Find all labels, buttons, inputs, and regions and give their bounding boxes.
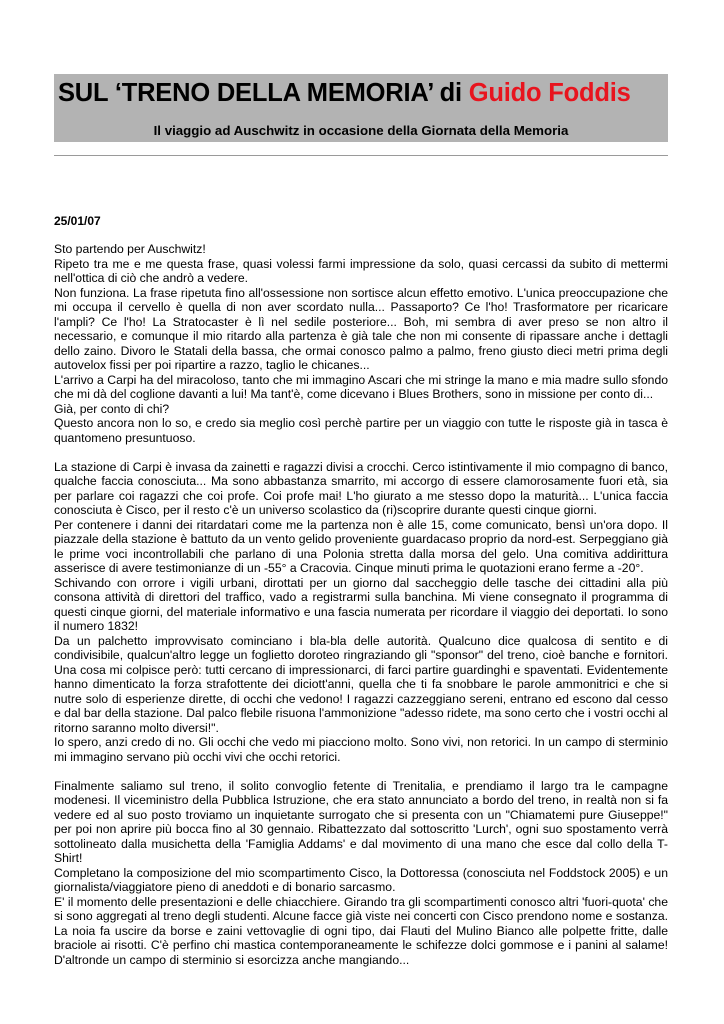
title-author: Guido Foddis xyxy=(468,79,631,107)
article-line: autovelox fissi per poi ripartire a razzo, taglio le chicanes... xyxy=(54,358,370,372)
header-divider xyxy=(54,155,668,156)
article-line: Io spero, anzi credo di no. Gli occhi che vedo mi piacciono molto. Sono vivi, non retorici. In un campo di sterminio xyxy=(54,735,668,749)
article-line: Già, per conto di chi? xyxy=(54,401,170,416)
page-title xyxy=(58,77,631,109)
article-line: Schivando con orrore i vigili urbani, dirottati per un giorno dal saccheggio delle tasche dei cittadini alla più xyxy=(54,575,668,590)
article-line: Sto partendo per Auschwitz! xyxy=(54,242,206,256)
article-line: Finalmente saliamo sul treno, il solito convoglio fetente di Trenitalia, e prendiamo il largo tra le campagne xyxy=(54,778,668,793)
article-line: nutre solo di esperienze dirette, di occhi che vedono! I ragazzi cazzeggiano sereni, entrano ed escono dal cesso xyxy=(54,691,668,706)
header-banner xyxy=(54,74,668,142)
article-line: Questo ancora non lo so, e credo sia meglio così perchè partire per un viaggio con tutte le risposte già in tasca è xyxy=(54,416,668,430)
article-line: Una cosa mi colpisce però: tutti cercano di impressionarci, di farci partire guardinghi e spaventati. Evidentemente xyxy=(54,662,668,677)
article-line: le prime voci incontrollabili che parlano di una Polonia stretta dalla morsa del gelo. Una comitiva addirittura xyxy=(54,546,668,561)
article-line: braciole ai risotti. C'è perfino chi mastica contemporaneamente le schifezze dolci gommose e i panini al salame! xyxy=(54,938,668,952)
article-line: La noia fa uscire da borse e zaini vettovaglie di ogni tipo, dai Flauti del Mulino Bianco alle polpette fritte, dalle xyxy=(54,923,668,938)
article-line: vedere ed al suo posto troviamo un inquietante surrogato che si presenta con un "Chiamatemi pure Giuseppe!" xyxy=(54,807,668,822)
article-line: nell'ottica di ciò che andrò a vedere. xyxy=(54,271,249,285)
article-line: conosciuta è Cisco, per il resto c'è un universo scolastico da (ri)scoprire durante questi cinque giorni. xyxy=(54,503,597,517)
article-line: mi occupa il cervello è quella di non aver scordato nulla... Passaporto? Ce l'ho! Trasformatore per ricaricare xyxy=(54,300,668,314)
article-line: La stazione di Carpi è invasa da zainetti e ragazzi divisi a crocchi. Cerco istintivamente il mio compagno di banco, xyxy=(54,459,668,474)
article-line: consona attività di direttori del traffico, vado a registrarmi sulla banchina. Mi viene consegnato il programma di xyxy=(54,590,668,604)
article-line: D'altronde un campo di sterminio si esorcizza anche mangiando... xyxy=(54,952,410,967)
article-line: hanno dimenticato la forza strafottente dei diciott'anni, quella che ti fa snobbare le parole ammonitrici e che si xyxy=(54,677,668,691)
article-line: piazzale della stazione è battuto da un vento gelido proveniente guardacaso proprio da nord-est. Serpeggiano già xyxy=(54,532,668,546)
article-line: giornalista/viaggiatore pieno di aneddoti e di bonario sarcasmo. xyxy=(54,880,396,894)
article-line: necessario, e comunque il mio ritardo alla partenza è già tale che non mi consente di ripassare anche i dettagli xyxy=(54,329,668,343)
article-line: si sono aggregati al treno degli studenti. Alcune facce già viste nei concerti con Cisco prendono nome e sostanza. xyxy=(54,909,668,923)
article-line: Ripeto tra me e me questa frase, quasi volessi farmi impressione da solo, quasi cercassi da subito di mettermi xyxy=(54,256,668,271)
article-line: Da un palchetto improvvisato cominciano i bla-bla delle autorità. Qualcuno dice qualcosa di sentito e di xyxy=(54,633,668,648)
article-line: condivisibile, qualcun'altro legge un foglietto doroteo ringraziando gli "sponsor" del treno, cioè banche e fornitori. xyxy=(54,648,668,662)
article-line: modenesi. Il viceministro della Pubblica Istruzione, che era stato annunciato a bordo del treno, in realtà non si fa xyxy=(54,793,668,807)
article-paragraph xyxy=(54,460,668,765)
article-line: L'arrivo a Carpi ha del miracoloso, tanto che mi immagino Ascari che mi stringe la mano e mia madre sullo sfondo xyxy=(54,372,668,387)
page-subtitle: Il viaggio ad Auschwitz in occasione della Giornata della Memoria xyxy=(153,123,569,138)
article-line: Shirt! xyxy=(54,851,83,865)
article-body xyxy=(54,242,668,982)
article-line: Completano la composizione del mio scompartimento Cisco, la Dottoressa (conosciuta nel Foddstock 2005) e un xyxy=(54,865,668,880)
article-paragraph xyxy=(54,779,668,968)
article-line: Non funziona. La frase ripetuta fino all'ossessione non sortisce alcun effetto emotivo. L'unica preoccupazione che xyxy=(54,285,668,300)
article-date: 25/01/07 xyxy=(54,214,101,228)
article-line: asserisce di avere testimonianze di un -55° a Cracovia. Cinque minuti prima le quotazioni erano ferme a -20°. xyxy=(54,561,644,575)
article-line: che mi dà del coglione davanti a lui! Ma tant'è, come dicevano i Blues Brothers, sono in missione per conto di... xyxy=(54,387,654,401)
article-line: E' il momento delle presentazioni e delle chiacchiere. Girando tra gli scompartimenti conosco altri 'fuori-quota' che xyxy=(54,894,668,909)
article-line: quantomeno presuntuoso. xyxy=(54,430,196,445)
article-line: dello zaino. Divoro le Statali della bassa, che ormai conosco palmo a palmo, freno giusto dieci metri prima degli xyxy=(54,343,668,358)
article-line: ritorno saranno molto diversi!". xyxy=(54,720,219,735)
article-line: mi immagino servano più occhi vivi che occhi retorici. xyxy=(54,749,341,764)
article-line: il numero 1832! xyxy=(54,619,139,633)
article-line: Per contenere i danni dei ritardatari come me la partenza non è alle 15, come comunicato, bensì un'ora dopo. Il xyxy=(54,517,668,532)
article-line: questi cinque giorni, del materiale informativo e una fascia numerata per ricordare il viaggio dei deportati. Io sono xyxy=(54,604,668,619)
article-paragraph xyxy=(54,242,668,445)
article-line: e dal bar della stazione. Dal palco flebile risuona l'ammonizione "adesso ridete, ma sono certo che i vostri occhi al xyxy=(54,706,668,720)
article-line: sottolineato dalla musichetta della 'Famiglia Addams' e dal movimento di una mano che esce dal collo della T- xyxy=(54,836,668,851)
article-line: l'ampli? Ce l'ho! La Stratocaster è lì nel sedile posteriore... Boh, mi sembra di aver preso se non altro il xyxy=(54,314,668,329)
title-main: SUL ‘TRENO DELLA MEMORIA’ di xyxy=(58,79,469,107)
article-line: qualche faccia conosciuta... Ma sono abbastanza smarrito, mi accorgo di essere clamorosamente fuori età, sia xyxy=(54,474,668,488)
article-line: per parlare coi ragazzi che coi profe. Coi profe mai! L'ho giurato a me stesso dopo la maturità... L'unica faccia xyxy=(54,488,668,503)
article-line: per poi non aprire più bocca fino al 30 gennaio. Ribattezzato dal sottoscritto 'Lurch', ogni suo spostamento verrà xyxy=(54,822,668,836)
